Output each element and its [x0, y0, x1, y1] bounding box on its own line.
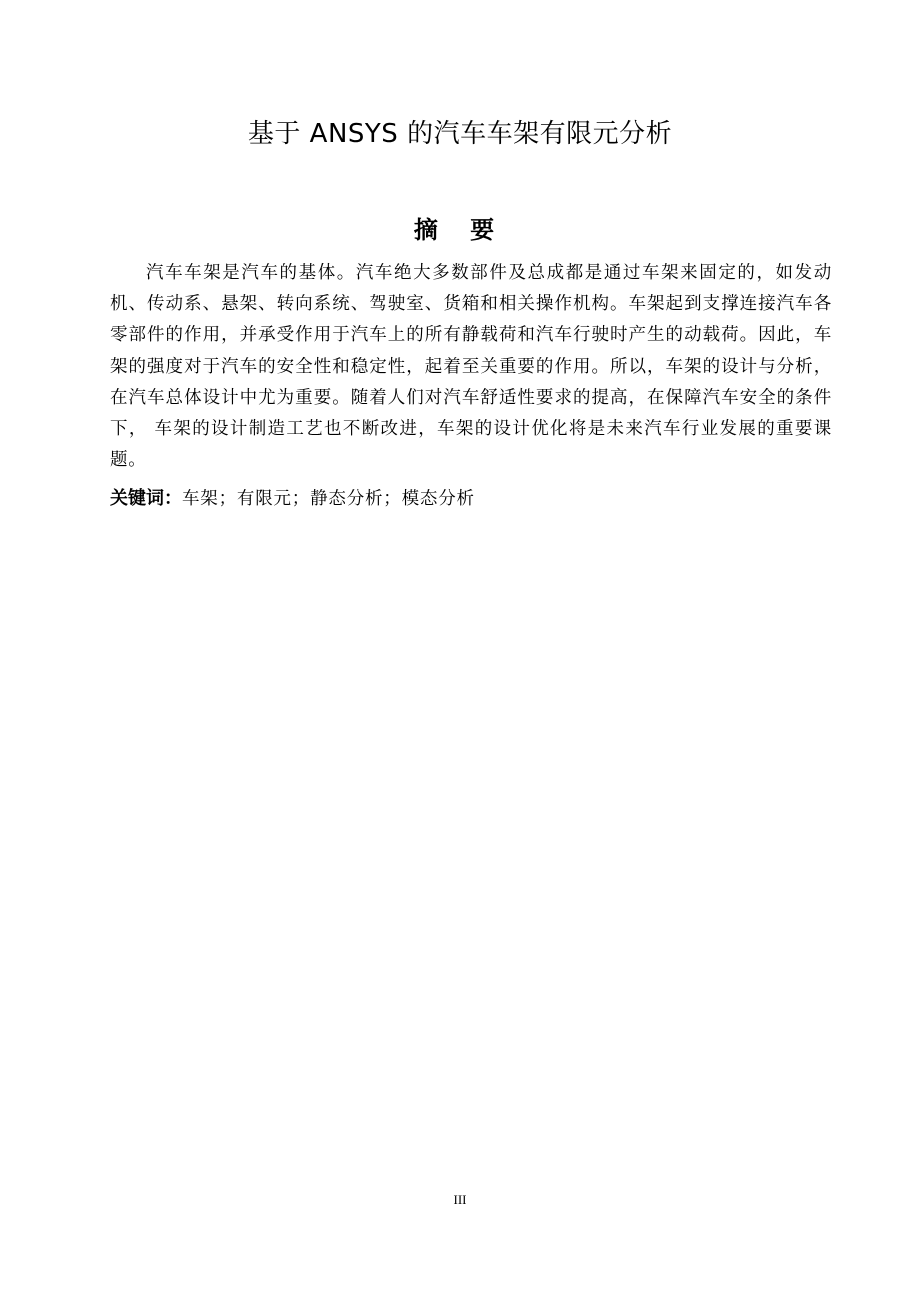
- keywords-line: [110, 482, 832, 516]
- abstract-paragraph: 汽车车架是汽车的基体。汽车绝大多数部件及总成都是通过车架来固定的，如发动机、传动系、悬架、转向系统、驾驶室、货箱和相关操作机构。车架起到支撑连接汽车各零部件的作用，并承受作用于汽车上的所有静载荷和汽车行驶时产生的动载荷。因此，车架的强度对于汽车的安全性和稳定性，起着至关重要的作用。所以，车架的设计与分析，在汽车总体设计中尤为重要。随着人们对汽车舒适性要求的提高，在保障汽车安全的条件下， 车架的设计制造工艺也不断改进，车架的设计优化将是未来汽车行业发展的重要课题。: [110, 263, 832, 471]
- abstract-heading: 摘 要: [413, 216, 507, 244]
- page-number: III: [453, 1192, 467, 1207]
- keywords-label: 关键词：: [110, 488, 182, 509]
- keywords-value: 车架；有限元；静态分析；模态分析: [182, 489, 475, 509]
- page-title: 基于 ANSYS 的汽车车架有限元分析: [247, 119, 673, 149]
